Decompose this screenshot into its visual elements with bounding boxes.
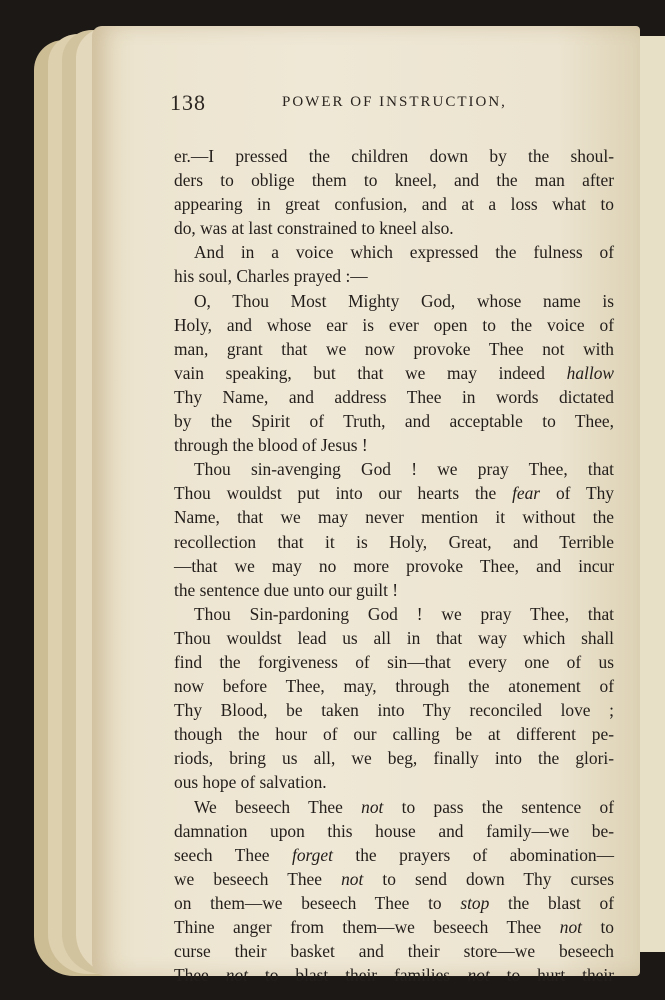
text-line: Thou wouldst lead us all in that way which shall — [174, 627, 614, 648]
text-line: we beseech Thee not to send down Thy curses — [174, 868, 615, 889]
text-line: seech Thee forget the prayers of abomination— — [174, 844, 614, 865]
text-line: And in a voice which expressed the fulness of — [194, 242, 614, 263]
text-line: on them—we beseech Thee to stop the blast of — [174, 892, 614, 913]
text-line: his soul, Charles prayed :— — [174, 266, 368, 287]
body-text — [174, 144, 614, 987]
text-line: man, grant that we now provoke Thee not with — [174, 338, 614, 359]
text-line: Holy, and whose ear is ever open to the voice of — [174, 314, 614, 335]
text-line: the sentence due unto our guilt ! — [174, 579, 399, 600]
text-line: Name, that we may never mention it without the — [174, 507, 614, 528]
text-line: Thou sin-avenging God ! we pray Thee, that — [194, 459, 614, 480]
text-line: though the hour of our calling be at different pe- — [174, 724, 614, 745]
book-page — [92, 26, 640, 986]
text-line: through the blood of Jesus ! — [174, 435, 368, 456]
text-line: now before Thee, may, through the atonement of — [174, 676, 614, 697]
text-line: Thy Name, and address Thee in words dictated — [174, 386, 614, 407]
text-line: Thee not to blast their families—not to hurt their — [174, 965, 615, 986]
text-line: find the forgiveness of sin—that every one of us — [174, 651, 614, 672]
text-line: er.—I pressed the children down by the shoul- — [174, 146, 614, 166]
text-line: vain speaking, but that we may indeed hallow — [174, 362, 614, 383]
text-line: do, was at last constrained to kneel also. — [174, 218, 454, 239]
text-line: riods, bring us all, we beg, finally into the glori- — [174, 748, 614, 769]
text-line: —that we may no more provoke Thee, and incur — [174, 555, 614, 576]
text-line: by the Spirit of Truth, and acceptable to Thee, — [174, 411, 614, 432]
running-head: POWER OF INSTRUCTION, — [282, 94, 507, 110]
text-line: Thou Sin-pardoning God ! we pray Thee, that — [194, 603, 614, 624]
text-line: Thy Blood, be taken into Thy reconciled love ; — [174, 700, 614, 721]
page-header — [170, 90, 600, 120]
text-line: Thine anger from them—we beseech Thee not to — [174, 917, 615, 937]
text-line: Thou wouldst put into our hearts the fear of Thy — [174, 483, 614, 504]
page-number: 138 — [170, 90, 206, 115]
text-line: appearing in great confusion, and at a loss what to — [174, 194, 614, 215]
text-line: recollection that it is Holy, Great, and Terrible — [174, 531, 614, 552]
text-line: curse their basket and their store—we beseech — [174, 941, 614, 962]
next-page-edge — [637, 36, 665, 952]
text-line: O, Thou Most Mighty God, whose name is — [194, 290, 614, 311]
text-line: damnation upon this house and family—we be- — [174, 820, 614, 841]
text-line: ders to oblige them to kneel, and the man after — [174, 170, 614, 191]
text-line: We beseech Thee not to pass the sentence of — [194, 796, 614, 817]
text-line: ous hope of salvation. — [174, 772, 327, 793]
